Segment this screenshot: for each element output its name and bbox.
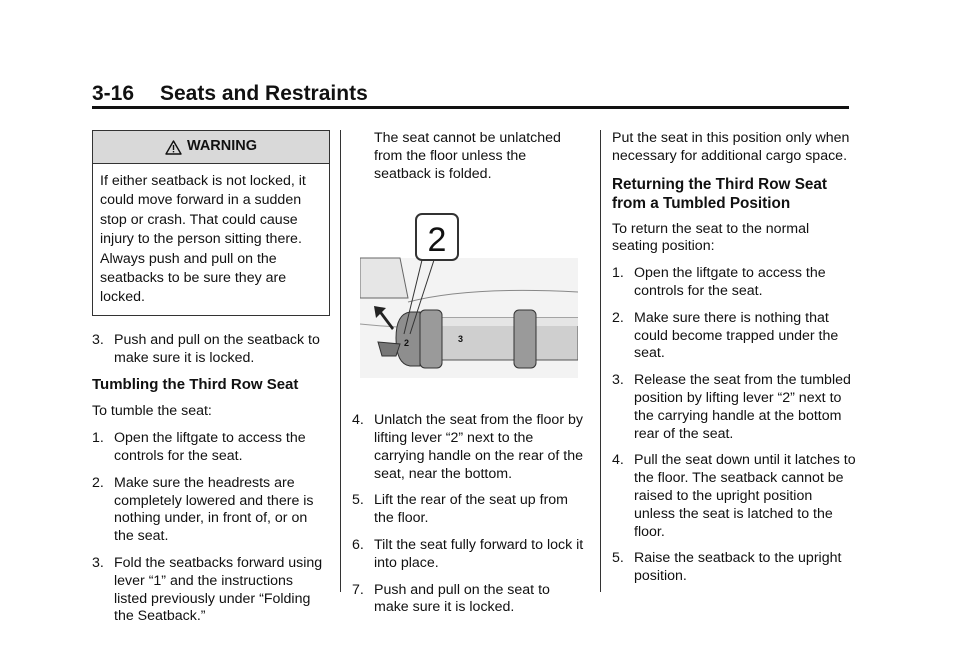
tumbling-steps bbox=[92, 430, 330, 626]
column-2 bbox=[352, 130, 584, 626]
column-divider-2 bbox=[600, 130, 601, 592]
list-item: 5. Raise the seatback to the upright position. bbox=[612, 550, 842, 585]
cargo-note: Put the seat in this position only when necessary for additional cargo space. bbox=[612, 130, 850, 164]
list-item: 4. Unlatch the seat from the floor by lifting lever “2” next to the carrying handle on the rear of the seat, near the bottom. bbox=[352, 412, 584, 482]
intro-text: To tumble the seat: bbox=[92, 403, 212, 420]
continued-text: The seat cannot be unlatched from the floor unless the seatback is folded. bbox=[374, 130, 561, 182]
column-divider-1 bbox=[340, 130, 341, 592]
list-item: 1. Open the liftgate to access the controls for the seat. bbox=[612, 265, 826, 299]
list-item: 4. Pull the seat down until it latches to the floor. The seatback cannot be raised to the upright position unless the seat is latched to the floor. bbox=[612, 452, 856, 540]
returning-steps bbox=[612, 265, 856, 586]
callout-2-small: 2 bbox=[404, 338, 410, 349]
list-item: 5. Lift the rear of the seat up from the floor. bbox=[352, 492, 568, 527]
list-item: 6. Tilt the seat fully forward to lock it into place. bbox=[352, 536, 584, 571]
warning-label: WARNING bbox=[186, 138, 258, 155]
column-1 bbox=[92, 130, 330, 635]
step-list-continued bbox=[92, 332, 330, 368]
list-item: 7. Push and pull on the seat to make sure it is locked. bbox=[352, 581, 550, 616]
seat-lever-illustration bbox=[360, 206, 578, 392]
returning-intro: To return the seat to the normal seating position: bbox=[612, 220, 810, 255]
callout-2-large: 2 bbox=[427, 221, 447, 260]
section-heading-returning: Returning the Third Row Seat from a Tumbled Position bbox=[612, 175, 828, 212]
page-number: 3-16 bbox=[92, 82, 135, 105]
section-title: Seats and Restraints bbox=[160, 82, 368, 105]
header-rule bbox=[92, 106, 849, 109]
callout-3-small: 3 bbox=[458, 334, 464, 345]
list-item: 2. Make sure there is nothing that could become trapped under the seat. bbox=[612, 309, 839, 362]
list-item: 1. Open the liftgate to access the controls for the seat. bbox=[92, 430, 306, 465]
list-item: 3. Release the seat from the tumbled position by lifting lever “2” next to the carrying handle at the bottom rear of the seat. bbox=[612, 372, 851, 442]
list-item: 2. Make sure the headrests are completely lowered and there is nothing under, in front of, or on the seat. bbox=[92, 474, 314, 545]
list-item: 3. Fold the seatbacks forward using lever “1” and the instructions listed previously under “Folding the Seatback.” bbox=[92, 555, 323, 625]
warning-triangle-icon bbox=[165, 140, 182, 155]
tumbling-steps-continued bbox=[352, 412, 584, 617]
list-item: 3. Push and pull on the seatback to make sure it is locked. bbox=[92, 331, 320, 366]
warning-text: If either seatback is not locked, it could move forward in a sudden stop or crash. That could cause injury to the person sitting there. Always push and pull on the seatbacks to be sure they are locked. bbox=[100, 173, 306, 306]
section-heading-tumbling: Tumbling the Third Row Seat bbox=[92, 376, 299, 394]
column-3 bbox=[612, 130, 856, 595]
warning-header bbox=[93, 131, 329, 164]
warning-box bbox=[92, 130, 330, 316]
page-header bbox=[92, 82, 849, 106]
